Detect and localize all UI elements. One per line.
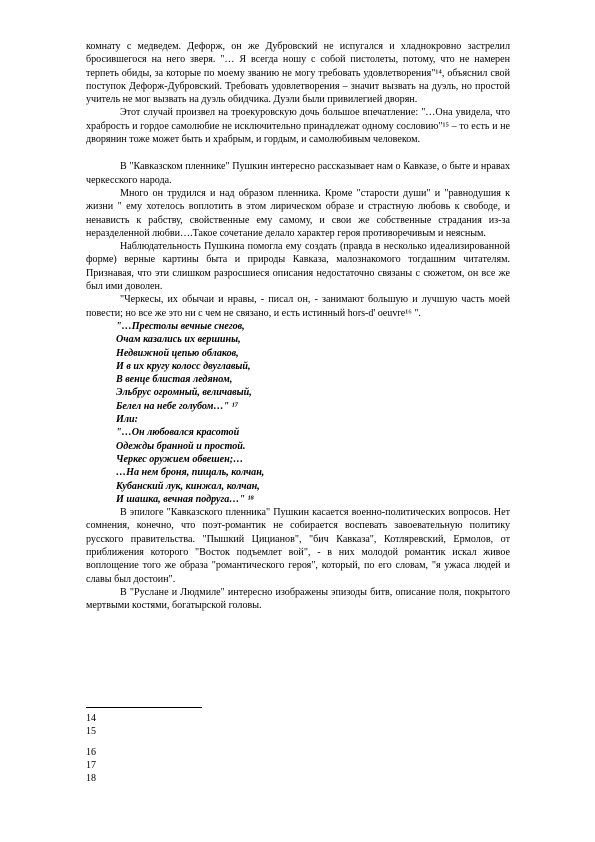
or-label: Или: <box>116 414 139 426</box>
footnote-gap <box>86 738 96 746</box>
body-text <box>86 40 510 612</box>
paragraph: В "Кавказском пленнике" Пушкин интересно рассказывает нам о Кавказе, о быте и нравах черкесского народа. <box>86 161 510 186</box>
poem-line: И в их кругу колосс двуглавый, <box>116 360 251 372</box>
poem-line: В венце блистая ледяном, <box>116 374 233 386</box>
paragraph: Этот случай произвел на троекуровскую дочь большое впечатление: "…Она увидела, что храбрость и гордое самолюбие не исключительно принадлежат одному сословию"¹⁵ – то есть и не дворянин тоже может быть и храбрым, и гордым, и самолюбивым человеком. <box>86 107 510 146</box>
footnote-number: 16 <box>86 747 96 758</box>
poem-line: Недвижной цепью облаков, <box>116 347 239 359</box>
footnote-number: 15 <box>86 726 96 737</box>
footnote-number: 17 <box>86 760 96 771</box>
poem-excerpt-1 <box>86 320 510 426</box>
poem-line: "…Он любовался красотой <box>116 427 240 439</box>
paragraph: В эпилоге "Кавказского пленника" Пушкин касается военно-политических вопросов. Нет сомнения, конечно, что поэт-романтик не собирается воспевать завоевательную политику русского правительства. "Пышкий Цицианов", "бич Кавказа", Котляревский, Ермолов, от приближения которого "Восток подъемлет вой", - в них молодой романтик искал живое воплощение того же образа "романтического героя", который, по его словам, "я ужаса людей и славы был достоин". <box>86 507 510 585</box>
poem-line: Одежды бранной и простой. <box>116 440 246 452</box>
poem-line: Эльбрус огромный, величавый, <box>116 387 252 399</box>
poem-line: Белел на небе голубом…" ¹⁷ <box>116 400 239 412</box>
footnotes <box>86 712 96 785</box>
poem-line: "…Престолы вечные снегов, <box>116 320 245 332</box>
paragraph: В "Руслане и Людмиле" интересно изображены эпизоды битв, описание поля, покрытого мертвыми костями, богатырской головы. <box>86 586 510 612</box>
poem-line: Очам казались их вершины, <box>116 334 241 346</box>
paragraph: Наблюдательность Пушкина помогла ему создать (правда в несколько идеализированной форме) верные картины быта и природы Кавказа, малознакомого тогдашним читателям. Признавая, что эти слишком разросшиеся описания недостаточно связаны с сюжетом, он все же был ими доволен. <box>86 241 510 293</box>
blank-line <box>86 146 510 160</box>
poem-line: И шашка, вечная подруга…" ¹⁸ <box>116 493 255 505</box>
footnote-divider <box>86 707 202 708</box>
footnote-number: 14 <box>86 713 96 724</box>
paragraph: Много он трудился и над образом пленника. Кроме "старости души" и "равнодушия к жизни " ему хотелось воплотить в этом лирическом образе и страстную любовь к свободе, и ненависть к рабству, свойственные ему самому, и свои же собственные страдания из-за неразделенной любви….Такое сочетание делало характер героя противоречивым и неясным. <box>86 187 510 239</box>
poem-line: Черкес оружием обвешен;… <box>116 453 244 465</box>
paragraph-quote: "Черкесы, их обычаи и нравы, - писал он, - занимают большую и лучшую часть моей повести; но все же это ни с чем не связано, и есть истинный hors-d' oeuvre¹⁶ ". <box>86 294 510 319</box>
poem-line: …На нем броня, пищаль, колчан, <box>116 467 265 479</box>
paragraph: комнату с медведем. Дефорж, он же Дубровский не испугался и хладнокровно застрелил бросившегося на него зверя. "… Я всегда ношу с собой пистолеты, потому, что не намерен терпеть обиды, за которые по моему званию не могу требовать удовлетворения"¹⁴, объяснил свой поступок Дефорж-Дубровский. Требовать удовлетворения – значит вызвать на дуэль, но простой учитель не мог вызвать на дуэль обидчика. Дуэли были привилегией дворян. <box>86 41 510 106</box>
footnote-number: 18 <box>86 773 96 784</box>
poem-excerpt-2 <box>86 426 510 506</box>
poem-line: Кубанский лук, кинжал, колчан, <box>116 480 260 492</box>
